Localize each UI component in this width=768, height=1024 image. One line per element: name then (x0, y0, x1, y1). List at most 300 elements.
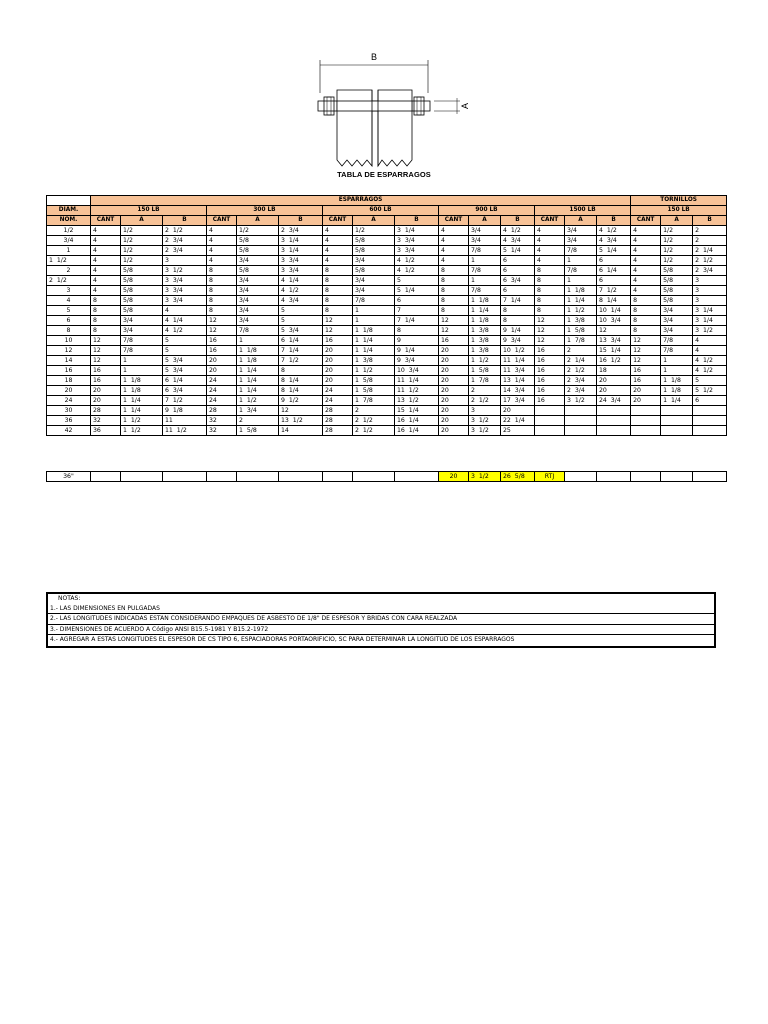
table-cell: 1 1/4 (237, 366, 279, 376)
table-cell: 4 (631, 256, 661, 266)
table-cell: 2 (469, 386, 501, 396)
table-cell: 5 1/2 (693, 386, 727, 396)
table-cell: 20 (439, 396, 469, 406)
table-cell: 8 (207, 306, 237, 316)
table-row (47, 376, 727, 386)
table-cell: 3 3/4 (163, 276, 207, 286)
header-class-300: 300 LB (207, 206, 323, 216)
table-cell: 1 1/8 (661, 386, 693, 396)
stud-table (46, 195, 727, 436)
table-cell: 4 3/4 (279, 296, 323, 306)
table-cell: 10 1/4 (597, 306, 631, 316)
table-cell: 8 (91, 316, 121, 326)
table-cell: 13 1/4 (501, 376, 535, 386)
rtj-cant: 20 (439, 472, 469, 482)
table-cell (631, 406, 661, 416)
table-cell: 5 (279, 306, 323, 316)
table-cell: 1 1/8 (565, 286, 597, 296)
table-cell: 4 1/2 (279, 286, 323, 296)
table-cell: 1 5/8 (237, 426, 279, 436)
table-cell: 2 (237, 416, 279, 426)
table-cell: 4 (439, 236, 469, 246)
table-cell: 4 (91, 236, 121, 246)
table-cell: 3/4 (469, 236, 501, 246)
table-cell (91, 472, 121, 482)
table-cell: 2 3/4 (565, 386, 597, 396)
table-cell: 12 (631, 336, 661, 346)
table-cell: 1 1/8 (353, 326, 395, 336)
table-cell: 6 (597, 276, 631, 286)
diam-cell: 2 (47, 266, 91, 276)
table-cell: 4 (535, 236, 565, 246)
table-cell: 8 (535, 296, 565, 306)
table-cell: 20 (207, 356, 237, 366)
table-cell: 1/2 (661, 256, 693, 266)
header-col-a: A (353, 216, 395, 226)
table-cell: 11 (163, 416, 207, 426)
table-cell: 12 (597, 326, 631, 336)
table-cell: 1 3/8 (353, 356, 395, 366)
table-cell: 7/8 (353, 296, 395, 306)
table-cell: 4 (207, 246, 237, 256)
table-row (47, 266, 727, 276)
header-col-b: B (279, 216, 323, 226)
diam-cell: 3/4 (47, 236, 91, 246)
table-cell: 5/8 (237, 236, 279, 246)
table-cell: 20 (439, 386, 469, 396)
table-cell: 9 3/4 (501, 336, 535, 346)
header-col-a: A (661, 216, 693, 226)
table-cell: 7 1/4 (501, 296, 535, 306)
header-col-cant: CANT (631, 216, 661, 226)
table-cell: 1/2 (121, 236, 163, 246)
header-col-a: A (469, 216, 501, 226)
table-cell (279, 472, 323, 482)
notes-box (46, 592, 716, 648)
table-cell (535, 416, 565, 426)
table-cell: 8 (501, 306, 535, 316)
table-cell: 12 (631, 346, 661, 356)
table-cell: 2 1/2 (353, 416, 395, 426)
table-cell: 16 1/4 (395, 426, 439, 436)
table-cell: 25 (501, 426, 535, 436)
header-class-150-tornillos: 150 LB (631, 206, 727, 216)
table-cell: 1 3/4 (237, 406, 279, 416)
table-cell: 11 1/4 (501, 356, 535, 366)
table-cell: 4 (207, 256, 237, 266)
diam-cell: 2 1/2 (47, 276, 91, 286)
table-cell (597, 472, 631, 482)
header-col-b: B (597, 216, 631, 226)
table-cell: 7/8 (565, 266, 597, 276)
table-cell: 3 3/4 (163, 296, 207, 306)
table-cell: 11 1/4 (395, 376, 439, 386)
table-cell: 15 1/4 (395, 406, 439, 416)
table-cell: 4 (91, 266, 121, 276)
table-cell: 10 3/4 (395, 366, 439, 376)
table-cell: 8 (439, 266, 469, 276)
header-col-b: B (501, 216, 535, 226)
table-cell: 32 (91, 416, 121, 426)
table-cell: 8 (323, 296, 353, 306)
table-cell (163, 472, 207, 482)
header-col-cant: CANT (439, 216, 469, 226)
table-cell: 5/8 (661, 296, 693, 306)
table-cell: 15 1/4 (597, 346, 631, 356)
table-cell: 6 (395, 296, 439, 306)
table-cell: 4 1/2 (693, 356, 727, 366)
header-class-900: 900 LB (439, 206, 535, 216)
table-cell: 8 (439, 296, 469, 306)
table-cell: 5 1/4 (501, 246, 535, 256)
table-cell: 1 (661, 356, 693, 366)
table-cell: 16 (439, 336, 469, 346)
table-cell: 3 3/4 (279, 266, 323, 276)
table-cell: 5/8 (661, 266, 693, 276)
table-cell (565, 472, 597, 482)
table-cell: 2 (693, 226, 727, 236)
table-cell: 5 (693, 376, 727, 386)
table-cell: 6 (501, 286, 535, 296)
table-cell: 32 (207, 416, 237, 426)
table-cell: 3 1/2 (565, 396, 597, 406)
table-cell: 16 (323, 336, 353, 346)
table-row (47, 246, 727, 256)
table-cell: 6 (597, 256, 631, 266)
diam-cell: 18 (47, 376, 91, 386)
table-cell: 6 (501, 256, 535, 266)
table-cell: 3 3/4 (395, 246, 439, 256)
table-cell: 8 (631, 326, 661, 336)
table-cell: 2 1/2 (353, 426, 395, 436)
table-cell: 3/4 (237, 316, 279, 326)
table-cell: 7 1/4 (395, 316, 439, 326)
table-row (47, 386, 727, 396)
table-cell: 1 7/8 (469, 376, 501, 386)
table-cell: 1 1/4 (353, 336, 395, 346)
table-cell: 12 (323, 316, 353, 326)
table-cell: 4 (631, 286, 661, 296)
table-cell: 4 1/2 (163, 326, 207, 336)
table-cell: 8 (91, 306, 121, 316)
diam-cell: 1 1/2 (47, 256, 91, 266)
table-cell: 20 (501, 406, 535, 416)
table-cell: 3/4 (353, 286, 395, 296)
table-cell: 2 (353, 406, 395, 416)
table-cell: 9 1/4 (501, 326, 535, 336)
table-cell (631, 472, 661, 482)
table-cell (597, 426, 631, 436)
table-row (47, 256, 727, 266)
table-cell: 12 (535, 326, 565, 336)
table-cell: 8 (631, 306, 661, 316)
table-cell (597, 416, 631, 426)
table-cell: 9 1/4 (395, 346, 439, 356)
diam-cell: 4 (47, 296, 91, 306)
table-cell: 7 1/2 (279, 356, 323, 366)
table-cell: 2 1/2 (469, 396, 501, 406)
header-nom: NOM. (47, 216, 91, 226)
table-cell: 4 (439, 226, 469, 236)
table-row (47, 406, 727, 416)
table-cell: 1 (661, 366, 693, 376)
diam-cell: 36 (47, 416, 91, 426)
table-cell: 16 (207, 336, 237, 346)
table-cell: 1 1/8 (237, 346, 279, 356)
table-cell: 4 (323, 256, 353, 266)
table-cell: 9 (395, 336, 439, 346)
table-cell: 6 3/4 (501, 276, 535, 286)
table-cell: 4 (631, 266, 661, 276)
table-cell: 4 1/4 (163, 316, 207, 326)
table-cell: 8 (323, 266, 353, 276)
table-cell: 8 (501, 316, 535, 326)
table-cell: 1 (469, 256, 501, 266)
table-cell: 3/4 (237, 306, 279, 316)
table-cell (597, 406, 631, 416)
table-cell: 1/2 (121, 256, 163, 266)
table-cell: 16 (631, 376, 661, 386)
table-cell: 4 (91, 246, 121, 256)
table-cell: 1 1/4 (237, 386, 279, 396)
table-cell: 8 (535, 286, 565, 296)
table-cell: 3 (693, 276, 727, 286)
table-cell: 20 (91, 396, 121, 406)
table-cell: 1 3/8 (469, 326, 501, 336)
table-cell: 3 1/4 (279, 236, 323, 246)
table-cell: 8 (323, 286, 353, 296)
rtj-table (46, 471, 727, 482)
table-cell: 1 7/8 (565, 336, 597, 346)
diam-cell: 3 (47, 286, 91, 296)
table-cell: 13 1/2 (395, 396, 439, 406)
header-col-cant: CANT (535, 216, 565, 226)
table-cell (565, 406, 597, 416)
table-cell: 1 3/8 (565, 316, 597, 326)
table-cell: 11 1/2 (395, 386, 439, 396)
table-cell: 3/4 (661, 316, 693, 326)
table-cell: 20 (631, 386, 661, 396)
table-cell: 4 (163, 306, 207, 316)
table-row (47, 426, 727, 436)
table-cell: 4 1/2 (395, 266, 439, 276)
table-cell: 10 1/2 (501, 346, 535, 356)
table-cell: 8 (279, 366, 323, 376)
table-cell: 20 (323, 356, 353, 366)
table-cell: 12 (91, 346, 121, 356)
table-cell: 3/4 (237, 296, 279, 306)
table-cell: 3/4 (237, 286, 279, 296)
table-cell: 6 3/4 (163, 386, 207, 396)
table-cell: 7 (395, 306, 439, 316)
table-cell: 1 5/8 (353, 376, 395, 386)
table-cell: 8 (323, 306, 353, 316)
table-cell: 8 1/4 (279, 376, 323, 386)
table-cell: 3 1/2 (469, 426, 501, 436)
table-row (47, 306, 727, 316)
table-cell: 4 (631, 226, 661, 236)
table-cell: 2 (565, 346, 597, 356)
table-cell: 12 (279, 406, 323, 416)
table-cell: 5 (395, 276, 439, 286)
header-esparragos: ESPARRAGOS (91, 196, 631, 206)
table-cell: 1 1/2 (353, 366, 395, 376)
table-cell: 13 1/2 (279, 416, 323, 426)
table-cell: 5 (163, 336, 207, 346)
table-cell: 4 3/4 (597, 236, 631, 246)
table-cell: 16 (207, 346, 237, 356)
table-cell: 24 (323, 396, 353, 406)
table-cell: 16 1/4 (395, 416, 439, 426)
header-col-a: A (121, 216, 163, 226)
table-cell: 16 (535, 386, 565, 396)
table-row (47, 226, 727, 236)
table-cell: 12 (535, 316, 565, 326)
table-cell: 1/2 (121, 246, 163, 256)
table-cell: 12 (323, 326, 353, 336)
rtj-diam: 36" (47, 472, 91, 482)
table-cell: 2 3/4 (163, 246, 207, 256)
rtj-label: RTJ (535, 472, 565, 482)
table-cell: 5 1/4 (597, 246, 631, 256)
table-cell: 1 1/8 (237, 356, 279, 366)
diam-cell: 20 (47, 386, 91, 396)
table-cell: 12 (631, 356, 661, 366)
table-cell (207, 472, 237, 482)
diam-cell: 8 (47, 326, 91, 336)
table-cell: 4 (693, 346, 727, 356)
table-cell (353, 472, 395, 482)
table-cell: 1/2 (121, 226, 163, 236)
header-row-cols (47, 216, 727, 226)
table-cell: 20 (439, 346, 469, 356)
table-cell: 16 (91, 366, 121, 376)
table-cell (323, 472, 353, 482)
table-cell (693, 426, 727, 436)
header-row-class (47, 206, 727, 216)
table-cell: 12 (207, 316, 237, 326)
flange-stud-diagram (300, 48, 470, 173)
table-cell: 12 (91, 336, 121, 346)
table-cell: 4 (323, 226, 353, 236)
table-cell: 2 3/4 (693, 266, 727, 276)
table-cell: 3/4 (353, 276, 395, 286)
table-cell: 16 1/2 (597, 356, 631, 366)
table-cell: 3 3/4 (163, 286, 207, 296)
table-cell: 4 (631, 276, 661, 286)
table-cell: 4 (535, 256, 565, 266)
table-row (47, 396, 727, 406)
table-cell: 20 (439, 356, 469, 366)
table-cell: 1/2 (353, 226, 395, 236)
header-col-cant: CANT (207, 216, 237, 226)
header-col-cant: CANT (91, 216, 121, 226)
table-cell: 1 1/8 (121, 376, 163, 386)
note-line: 2.- LAS LONGITUDES INDICADAS ESTAN CONSIDERANDO EMPAQUES DE ASBESTO DE 1/8" DE ESPESOR Y BRIDAS CON CARA REALZADA (48, 614, 714, 625)
diam-cell: 24 (47, 396, 91, 406)
table-cell: 4 (535, 226, 565, 236)
table-cell: 1 1/8 (121, 386, 163, 396)
table-cell: 4 (535, 246, 565, 256)
table-cell (631, 426, 661, 436)
table-cell: 4 (207, 226, 237, 236)
table-cell: 7/8 (121, 336, 163, 346)
table-cell (693, 406, 727, 416)
table-cell: 28 (207, 406, 237, 416)
table-cell: 5 1/4 (395, 286, 439, 296)
table-cell: 20 (439, 406, 469, 416)
table-cell: 6 1/4 (597, 266, 631, 276)
table-cell: 5 3/4 (163, 366, 207, 376)
table-cell: 3 1/2 (693, 326, 727, 336)
table-cell: 6 (501, 266, 535, 276)
table-cell: 1 1/2 (565, 306, 597, 316)
table-cell: 4 (91, 286, 121, 296)
table-cell: 8 (439, 276, 469, 286)
table-cell: 4 (323, 246, 353, 256)
table-cell: 1 1/4 (121, 396, 163, 406)
table-row (47, 346, 727, 356)
rtj-a: 3 1/2 (469, 472, 501, 482)
table-cell: 8 (395, 326, 439, 336)
table-cell: 16 (91, 376, 121, 386)
table-cell: 1 (469, 276, 501, 286)
header-empty-cell (47, 196, 91, 206)
table-cell: 12 (439, 316, 469, 326)
table-cell (661, 426, 693, 436)
table-cell: 1 (353, 306, 395, 316)
table-cell: 3/4 (353, 256, 395, 266)
table-cell: 8 (439, 306, 469, 316)
table-cell: 24 (207, 396, 237, 406)
header-col-cant: CANT (323, 216, 353, 226)
table-cell: 1 1/2 (121, 416, 163, 426)
table-cell: 24 (207, 376, 237, 386)
table-cell: 7 1/4 (279, 346, 323, 356)
table-cell: 3 1/4 (395, 226, 439, 236)
table-cell: 1/2 (237, 226, 279, 236)
table-cell: 2 3/4 (163, 236, 207, 246)
table-cell: 14 3/4 (501, 386, 535, 396)
table-cell: 5/8 (237, 246, 279, 256)
table-cell: 2 3/4 (565, 376, 597, 386)
table-cell: 20 (207, 366, 237, 376)
table-cell: 28 (323, 426, 353, 436)
table-cell: 28 (91, 406, 121, 416)
table-cell: 18 (597, 366, 631, 376)
table-cell: 17 3/4 (501, 396, 535, 406)
table-cell: 7 1/2 (597, 286, 631, 296)
table-cell: 1 (237, 336, 279, 346)
table-cell: 8 (535, 306, 565, 316)
diam-cell: 30 (47, 406, 91, 416)
table-cell: 1 5/8 (565, 326, 597, 336)
table-cell: 1 1/4 (661, 396, 693, 406)
table-cell: 1 5/8 (469, 366, 501, 376)
table-row (47, 236, 727, 246)
table-cell: 3 1/4 (693, 306, 727, 316)
table-cell (661, 416, 693, 426)
note-line: 3.- DIMENSIONES DE ACUERDO A Código ANSI B15.5-1981 Y B15.2-1972 (48, 625, 714, 636)
table-cell: 4 (439, 246, 469, 256)
table-cell: 16 (535, 376, 565, 386)
table-cell: 20 (439, 376, 469, 386)
dimension-a-label: A (460, 102, 470, 110)
table-cell: 11 1/2 (163, 426, 207, 436)
table-cell: 7 1/2 (163, 396, 207, 406)
table-cell: 8 (207, 266, 237, 276)
diam-cell: 6 (47, 316, 91, 326)
